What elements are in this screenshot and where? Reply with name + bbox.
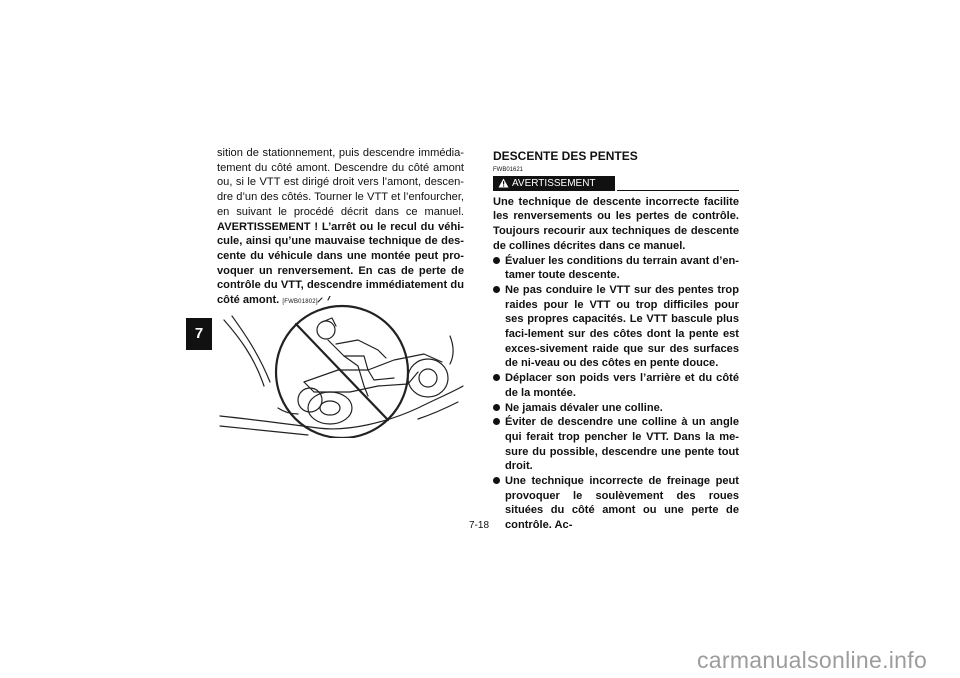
warning-code: [FWB01802] <box>282 299 318 306</box>
watermark-text: carmanualsonline.info <box>697 647 928 673</box>
section-title: DESCENTE DES PENTES <box>493 149 638 163</box>
left-column <box>217 146 464 310</box>
bullet-icon <box>493 374 500 381</box>
bullet-icon <box>493 286 500 293</box>
list-item: Ne jamais dévaler une colline. <box>493 401 739 416</box>
list-item: Évaluer les conditions du terrain avant d’en-tamer toute descente. <box>493 254 739 283</box>
bullet-icon <box>493 257 500 264</box>
right-column <box>493 149 739 533</box>
section-code: FWB01621 <box>493 166 524 173</box>
warning-paragraph: AVERTISSEMENT ! L’arrêt ou le recul du véhi-cule, ainsi qu’une mauvaise technique de des-cente du véhicule dans une montée peut pro-voquer un renversement. En cas de perte de contrôle du VTT, descendre immédiatement du côté amont. <box>217 220 464 307</box>
intro-paragraph: sition de stationnement, puis descendre immédia-tement du côté amont. Descendre du côté amont ou, si le VTT est dirigé droit vers l’amont, descen-dre d’un des côtés. Tourner le VTT et l’enfourcher, en suivant le procédé décrit dans ce manuel. <box>217 147 464 218</box>
list-item: Éviter de descendre une colline à un angle qui ferait trop pencher le VTT. Dans la me-sure du possible, descendre une pente tout droit. <box>493 415 739 474</box>
warning-badge <box>493 176 615 191</box>
warning-label: AVERTISSEMENT <box>512 177 596 189</box>
bullet-icon <box>493 418 500 425</box>
bullet-icon <box>493 477 500 484</box>
warning-intro: Une technique de descente incorrecte facilite les renversements ou les pertes de contrôle. Toujours recourir aux techniques de descente de collines décrites dans ce manuel. <box>493 195 739 252</box>
page-number: 7-18 <box>469 520 490 531</box>
list-item: Une technique incorrecte de freinage peut provoquer le soulèvement des roues situées du côté amont ou une perte de contrôle. Ac- <box>493 474 739 533</box>
chapter-tab: 7 <box>186 318 212 350</box>
list-item: Ne pas conduire le VTT sur des pentes trop raides pour le VTT ou trop difficiles pour ses propres capacités. Le VTT bascule plus faci-lement sur des côtes dont la pente est exces-sivement raide que sur des surfaces de ni-veau ou des côtes en pente douce. <box>493 283 739 371</box>
warning-rule <box>617 190 739 191</box>
bullet-icon <box>493 404 500 411</box>
list-item: Déplacer son poids vers l’arrière et du côté de la montée. <box>493 371 739 400</box>
warning-bullet-list <box>493 254 739 533</box>
atv-descent-illustration <box>218 296 465 438</box>
warning-header <box>493 176 739 191</box>
warning-triangle-icon <box>498 178 509 188</box>
